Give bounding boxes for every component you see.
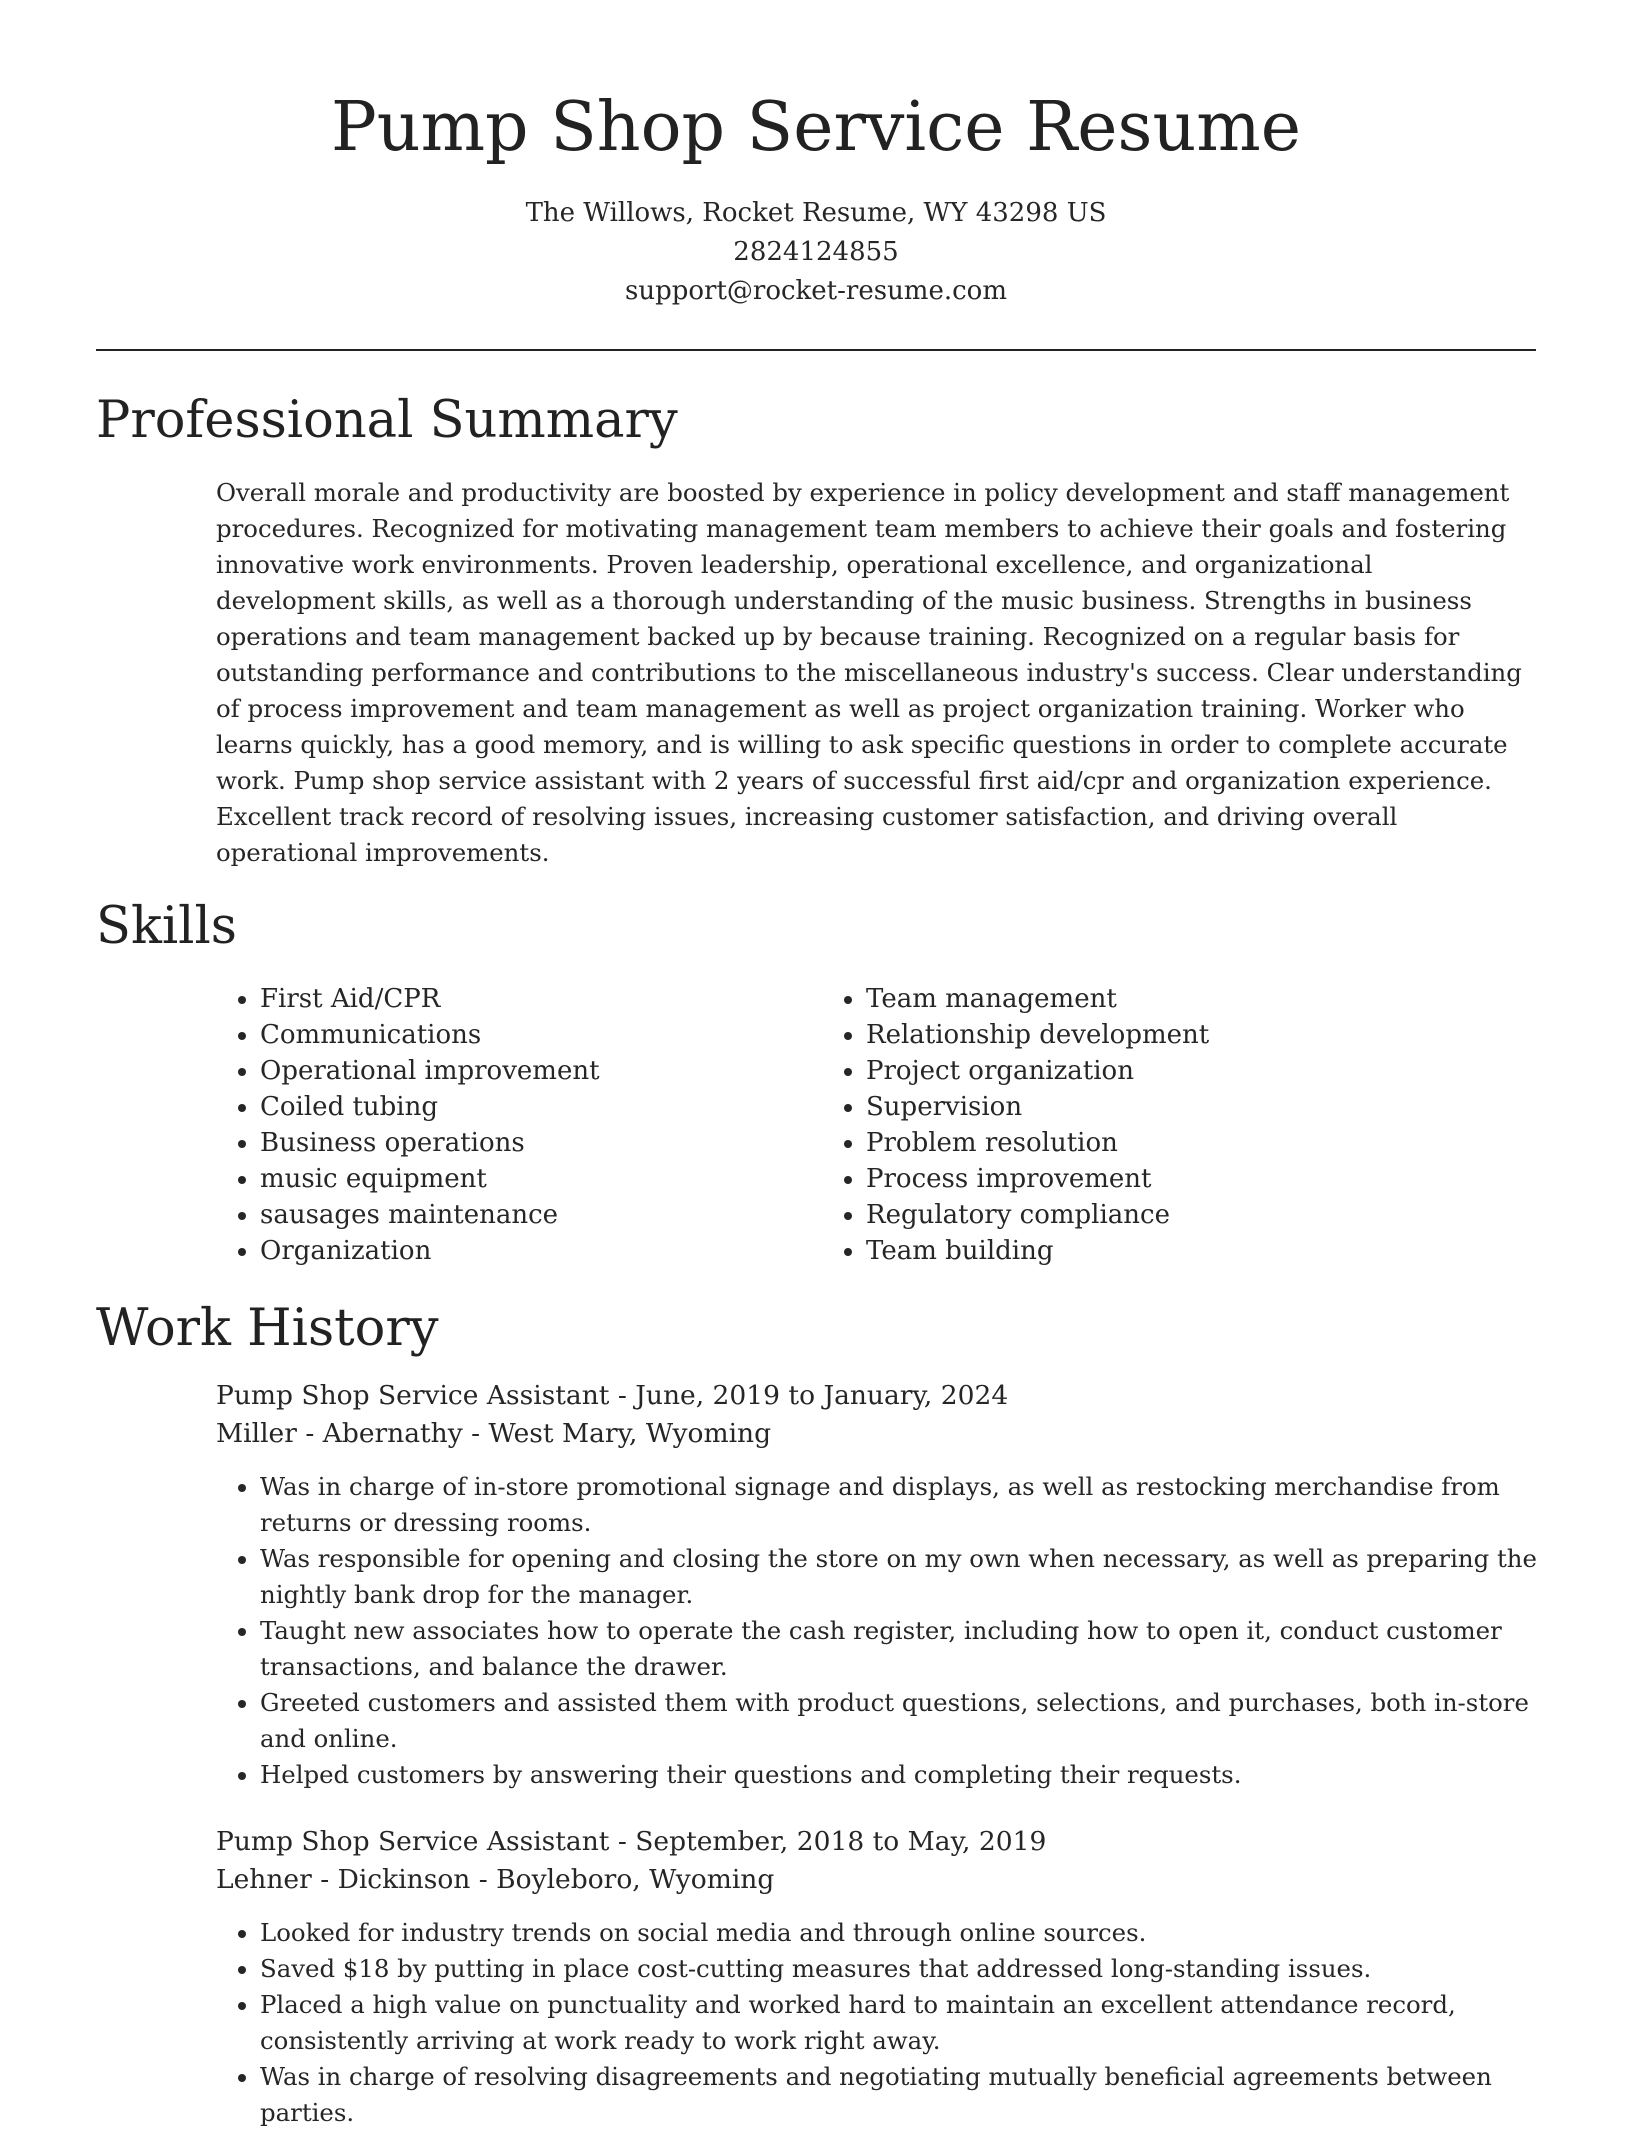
skill-item: • music equipment bbox=[260, 1161, 822, 1197]
job-title: Pump Shop Service Assistant bbox=[216, 1826, 610, 1857]
skill-item: • Business operations bbox=[260, 1125, 822, 1161]
job-duty: • Helped customers by answering their questions and completing their requests. bbox=[260, 1757, 1550, 1793]
job-duty: • Taught new associates how to operate the cash register, including how to open it, conduct customer transactions, and balance the drawer. bbox=[260, 1613, 1550, 1685]
summary-text: Overall morale and productivity are boosted by experience in policy development and staff management procedures. Recognized for motivating management team members to achieve their goals and fostering innovative work environments. Proven leadership, operational excellence, and organizational development skills, as well as a thorough understanding of the music business. Strengths in business operations and team management backed up by because training. Recognized on a regular basis for outstanding performance and contributions to the miscellaneous industry's success. Clear understanding of process improvement and team management as well as project organization training. Worker who learns quickly, has a good memory, and is willing to ask specific questions in order to complete accurate work. Pump shop service assistant with 2 years of successful first aid/cpr and organization experience. Excellent track record of resolving issues, increasing customer satisfaction, and driving overall operational improvements. bbox=[216, 478, 1522, 867]
skill-item: • Relationship development bbox=[866, 1017, 1428, 1053]
summary-heading: Professional Summary bbox=[96, 391, 678, 450]
job-title-line: Pump Shop Service Assistant - September, 2018 to May, 2019 bbox=[216, 1826, 1047, 1857]
job-duty: • Placed a high value on punctuality and worked hard to maintain an excellent attendance record, consistently arriving at work ready to work right away. bbox=[260, 1987, 1550, 2059]
skill-item: • Operational improvement bbox=[260, 1053, 822, 1089]
skill-item: • Project organization bbox=[866, 1053, 1428, 1089]
contact-info bbox=[96, 194, 1536, 311]
skill-item: • Communications bbox=[260, 1017, 822, 1053]
skill-item: • Team management bbox=[866, 981, 1428, 1017]
job-duties bbox=[216, 1469, 1550, 1793]
address: The Willows, Rocket Resume, WY 43298 US bbox=[525, 198, 1107, 228]
resume-title: Pump Shop Service Resume bbox=[331, 88, 1301, 167]
job-duty: • Was in charge of resolving disagreements and negotiating mutually beneficial agreements between parties. bbox=[260, 2059, 1550, 2131]
job-location: West Mary, Wyoming bbox=[488, 1418, 772, 1449]
job-entry bbox=[216, 1823, 1536, 2131]
skill-item: • sausages maintenance bbox=[260, 1197, 822, 1233]
skills-heading: Skills bbox=[96, 897, 237, 956]
summary-section bbox=[96, 389, 1536, 871]
work-history-section bbox=[96, 1297, 1536, 2131]
skill-item: • Regulatory compliance bbox=[866, 1197, 1428, 1233]
skills-column-left bbox=[216, 981, 822, 1269]
skills-column-right bbox=[822, 981, 1428, 1269]
work-history-heading: Work History bbox=[96, 1299, 439, 1358]
job-duty: • Was in charge of in-store promotional signage and displays, as well as restocking merchandise from returns or dressing rooms. bbox=[260, 1469, 1550, 1541]
job-company: Lehner - Dickinson bbox=[216, 1864, 471, 1895]
email: support@rocket-resume.com bbox=[624, 276, 1007, 306]
job-title: Pump Shop Service Assistant bbox=[216, 1380, 610, 1411]
job-duties bbox=[216, 1915, 1550, 2131]
resume-page bbox=[96, 0, 1536, 2131]
job-company-line: Lehner - Dickinson - Boyleboro, Wyoming bbox=[216, 1864, 775, 1895]
skill-item: • Process improvement bbox=[866, 1161, 1428, 1197]
job-company-line: Miller - Abernathy - West Mary, Wyoming bbox=[216, 1418, 772, 1449]
resume-header bbox=[96, 0, 1536, 311]
skill-item: • First Aid/CPR bbox=[260, 981, 822, 1017]
skills-section bbox=[96, 895, 1536, 1269]
phone: 2824124855 bbox=[733, 237, 899, 267]
skill-item: • Problem resolution bbox=[866, 1125, 1428, 1161]
header-divider bbox=[96, 349, 1536, 351]
skill-item: • Organization bbox=[260, 1233, 822, 1269]
job-duty: • Was responsible for opening and closing the store on my own when necessary, as well as preparing the nightly bank drop for the manager. bbox=[260, 1541, 1550, 1613]
skills-list bbox=[216, 981, 1536, 1269]
job-dates: September, 2018 to May, 2019 bbox=[635, 1826, 1047, 1857]
job-company: Miller - Abernathy bbox=[216, 1418, 463, 1449]
skill-item: • Coiled tubing bbox=[260, 1089, 822, 1125]
job-location: Boyleboro, Wyoming bbox=[496, 1864, 775, 1895]
job-duty: • Greeted customers and assisted them with product questions, selections, and purchases, both in-store and online. bbox=[260, 1685, 1550, 1757]
job-entry bbox=[216, 1377, 1536, 1793]
job-duty: • Saved $18 by putting in place cost-cutting measures that addressed long-standing issues. bbox=[260, 1951, 1550, 1987]
skill-item: • Team building bbox=[866, 1233, 1428, 1269]
skill-item: • Supervision bbox=[866, 1089, 1428, 1125]
job-dates: June, 2019 to January, 2024 bbox=[635, 1380, 1009, 1411]
job-title-line: Pump Shop Service Assistant - June, 2019 to January, 2024 bbox=[216, 1380, 1009, 1411]
job-duty: • Looked for industry trends on social media and through online sources. bbox=[260, 1915, 1550, 1951]
